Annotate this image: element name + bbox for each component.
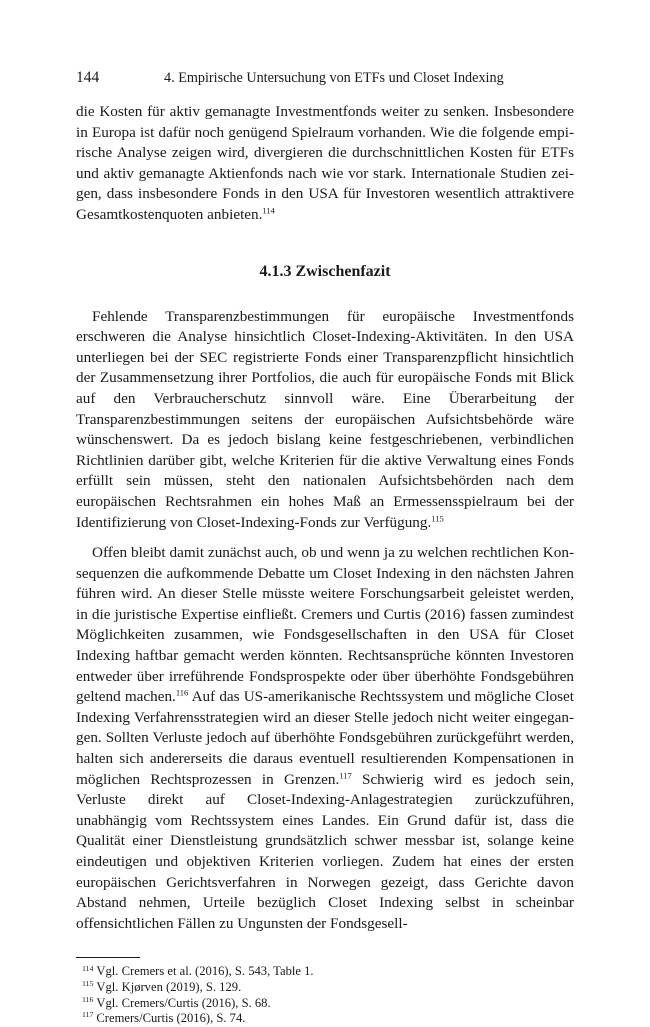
- book-page: [76, 68, 574, 1027]
- page-number: 144: [76, 69, 100, 86]
- footnote-text: Cremers/Curtis (2016), S. 74.: [96, 1011, 246, 1026]
- paragraph-2-part-2: Auf das US-amerikanische Rechtssystem und mögliche Closet Indexing Verfahrensstrategien wird an dieser Stelle jedoch nicht weiter eingegangen. Sollten Verluste jedoch auf überhöhte Fondsgebühren zurückgeführt werden, halten sich andererseits die daraus eventuell resultierenden Kompensationen in möglichen Rechtsprozessen in Grenzen.: [76, 688, 574, 788]
- running-head: [76, 68, 574, 88]
- footnote-text: Vgl. Kjørven (2019), S. 129.: [96, 979, 242, 994]
- footnote-116: [76, 996, 574, 1012]
- running-title: 4. Empirische Untersuchung von ETFs und Closet Indexing: [164, 70, 504, 86]
- footnote-ref-117: 117: [339, 770, 352, 781]
- footnote-text: Vgl. Cremers et al. (2016), S. 543, Table 1.: [96, 964, 314, 979]
- paragraph-2-part-1: Offen bleibt damit zunächst auch, ob und wenn ja zu welchen rechtlichen Konsequenzen die aufkommende Debatte um Closet Indexing in den nächsten Jahren führen wird. An dieser Stelle müsste weitere Forschungsarbeit geleistet werden, in die juristische Expertise einfließt. Cremers und Curtis (2016) fassen zumindest Möglichkeiten zusammen, wie Fondsgesellschaften in den USA für Closet Indexing haftbar gemacht werden könnten. Rechtsansprüche könnten Investoren entweder über irreführende Fondsprospekte oder über überhöhte Fondsgebühren geltend machen.: [76, 544, 574, 706]
- intro-paragraph: [76, 102, 574, 226]
- footnotes: [76, 964, 574, 1026]
- footnote-ref-116: 116: [175, 687, 189, 698]
- footnote-ref-115: 115: [431, 513, 444, 524]
- paragraph-2: [76, 543, 574, 934]
- footnote-115: [76, 980, 574, 996]
- footnote-number: 116: [82, 994, 94, 1004]
- footnote-117: [76, 1011, 574, 1027]
- footnote-114: [76, 964, 574, 980]
- footnote-number: 117: [82, 1010, 94, 1020]
- footnote-text: Vgl. Cremers/Curtis (2016), S. 68.: [96, 995, 271, 1010]
- paragraph-1-text: Fehlende Transparenzbestimmungen für europäische Investmentfonds erschweren die Analyse hinsichtlich Closet-Indexing-Aktivitäten. In den USA unterliegen bei der SEC registrierte Fonds einer Transparenzpflicht hinsichtlich der Zusammensetzung ihrer Portfolios, die auch für europäische Fonds mit Blick auf den Verbraucherschutz sinnvoll wäre. Eine Überarbeitung der Transparenzbestimmungen seitens der europäischen Aufsichtsbehörde wäre wünschenswert. Da es jedoch bislang keine festgeschriebenen, verbindlichen Richtlinien darüber gibt, welche Kriterien für die aktive Verwaltung eines Fonds erfüllt sein müssen, steht den nationalen Aufsichtsbehörden nach dem europäischen Rechtsrahmen ein hohes Maß an Ermessensspielraum bei der Identifizierung von Closet-Indexing-Fonds zur Verfügung.: [76, 307, 574, 531]
- paragraph-2-part-3: Schwierig wird es jedoch sein, Verluste direkt auf Closet-Indexing-Anlagestrategien zurückzuführen, unabhängig vom Rechtssystem eines Landes. Ein Grund dafür ist, dass die Qualität einer Dienstleistung grundsätzlich schwer messbar ist, solange keine eindeutigen und objektiven Kriterien vorliegen. Zudem hat eines der ersten europäischen Gerichtsverfahren in Norwegen gezeigt, dass Gerichte davon Abstand nehmen, Urteile bezüglich Closet Indexing selbst in scheinbar offensichtlichen Fällen zu Ungunsten der Fondsgesell-: [76, 770, 574, 932]
- footnote-ref-114: 114: [262, 205, 275, 216]
- section-heading: 4.1.3 Zwischenfazit: [259, 262, 391, 280]
- footnote-number: 114: [82, 963, 94, 973]
- footnote-divider: [76, 957, 140, 958]
- footnote-number: 115: [82, 979, 94, 989]
- intro-paragraph-text: die Kosten für aktiv gemanagte Investmentfonds weiter zu senken. Insbesondere in Europa ist dafür noch genügend Spielraum vorhanden. Wie die folgende empirische Analyse zeigen wird, divergieren die durchschnittlichen Kosten für ETFs und aktiv gemanagte Aktienfonds nach wie vor stark. Internationale Studien zeigen, dass insbesondere Fonds in den USA für Investoren wesentlich attraktivere Gesamtkostenquoten anbieten.: [76, 103, 574, 223]
- paragraph-1: [76, 307, 574, 534]
- body-text: [76, 102, 574, 934]
